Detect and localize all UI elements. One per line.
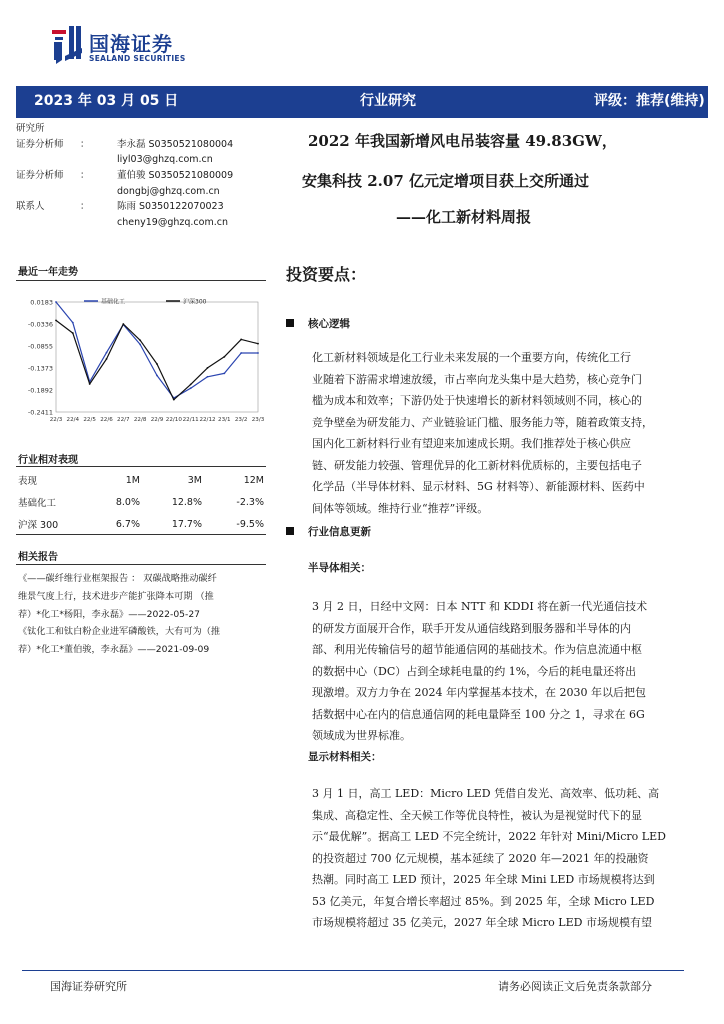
data-point (55, 319, 57, 321)
analyst-row (16, 137, 296, 153)
data-point (223, 356, 225, 358)
divider (16, 564, 266, 565)
analyst-email[interactable]: liyl03@ghzq.com.cn (117, 154, 213, 166)
paragraph-line: 示“最优解”。据高工 LED 不完全统计，2022 年针对 Mini/Micro LED (312, 830, 666, 843)
data-point (106, 358, 108, 360)
bullet-icon (286, 527, 294, 535)
divider (16, 466, 266, 467)
table-cell: 8.0% (115, 496, 140, 508)
table-cell: 6.7% (115, 518, 140, 530)
table-cell: -9.5% (236, 518, 264, 530)
paragraph-line: 3 月 2 日，日经中文网：日本 NTT 和 KDDI 将在新一代光通信技术 (312, 600, 648, 613)
paragraph-line: 部、利用光传输信号的超节能通信网的基础技术。作为信息流通中枢 (312, 643, 642, 656)
display-materials-paragraph (312, 783, 686, 934)
paragraph-line: 竞争壁垒为研发能力、产业链验证门槛、服务能力等，随着政策支持， (312, 415, 653, 429)
paragraph-line: 化学品（半导体材料、显示材料、5G 材料等）、新能源材料、医药中 (312, 480, 645, 493)
data-point (190, 387, 192, 389)
analyst-email[interactable]: dongbj@ghzq.com.cn (117, 185, 220, 197)
trend-chart (16, 294, 266, 434)
footer-divider (22, 970, 684, 971)
x-tick-label: 22/10 (165, 417, 182, 423)
data-point (173, 399, 175, 401)
data-point (240, 352, 242, 354)
x-tick-label: 22/11 (182, 417, 199, 423)
table-cell: 17.7% (171, 518, 202, 530)
key-points-title: 投资要点： (286, 265, 367, 284)
data-point (72, 322, 74, 324)
title-line-2: 安集科技 2.07 亿元定增项目获上交所通过 (302, 172, 589, 190)
report-type: 行业研究 (360, 93, 416, 109)
y-tick-label: -0.1892 (27, 386, 53, 395)
analyst-row (16, 152, 296, 168)
data-point (257, 352, 259, 354)
report-date: 2023 年 03 月 05 日 (34, 93, 179, 109)
analyst-email[interactable]: cheny19@ghzq.com.cn (117, 217, 228, 229)
analyst-row (16, 215, 296, 231)
data-point (156, 363, 158, 365)
series-line (56, 320, 258, 399)
table-header-row (18, 469, 264, 491)
paragraph-line: 的数据中心（DC）占到全球耗电量的约 1%，今后的耗电量还将出 (312, 664, 637, 678)
data-point (156, 375, 158, 377)
semiconductor-paragraph (312, 596, 686, 747)
semiconductor-heading: 半导体相关： (308, 562, 371, 574)
x-tick-label: 22/7 (117, 417, 130, 423)
related-report-line[interactable]: 维景气度上行，技术进步产能扩张降本可期 （推 (18, 590, 214, 602)
x-tick-label: 22/12 (199, 417, 216, 423)
data-point (223, 372, 225, 374)
paragraph-line: 集成、高稳定性、全天候工作等优良特性，被认为是视觉时代下的显 (312, 808, 642, 822)
paragraph-line: 国内化工新材料行业有望迎来加速成长期。我们推荐处于核心供应 (312, 437, 631, 450)
section-title-core-logic: 核心逻辑 (308, 318, 350, 330)
brand-name-cn: 国海证券 (89, 32, 173, 56)
paragraph-line: 的研发方面展开合作，联手开发从通信线路到服务器和半导体的内 (312, 621, 631, 635)
paragraph-line: 热潮。同时高工 LED 预计，2025 年全球 Mini LED 市场规模将达到 (312, 873, 655, 886)
plot-frame (56, 302, 258, 412)
analyst-row (16, 184, 296, 200)
related-report-line[interactable]: 《——碳纤维行业框架报告 ： 双碳战略推动碳纤 (18, 573, 217, 584)
x-tick-label: 23/3 (251, 417, 265, 423)
table-row (18, 491, 264, 513)
x-tick-label: 22/3 (49, 417, 63, 423)
paragraph-line: 领域成为世界标准。 (312, 729, 411, 742)
x-tick-label: 22/8 (133, 417, 147, 423)
y-tick-label: -0.0855 (27, 342, 53, 351)
data-point (139, 339, 141, 341)
x-tick-label: 22/5 (83, 417, 96, 423)
performance-table (18, 469, 264, 535)
core-logic-paragraph (312, 347, 686, 519)
x-tick-label: 23/2 (234, 417, 248, 423)
paragraph-line: 链、研发能力较强、管理优异的化工新材料优质标的，主要包括电子 (312, 458, 642, 472)
data-point (89, 383, 91, 385)
data-point (122, 323, 124, 325)
paragraph-line: 现激增。双方力争在 2024 年内掌握基本技术，在 2030 年以后把包 (312, 686, 646, 699)
analyst-row (16, 199, 296, 215)
company-logo-icon (52, 26, 82, 64)
paragraph-line: 间体等领域。维持行业“推荐”评级。 (312, 501, 489, 515)
analyst-role: 联系人 (16, 201, 45, 213)
analyst-value: 李永磊 S0350521080004 (117, 138, 234, 150)
y-tick-label: 0.0183 (30, 298, 53, 307)
legend-label: 沪深300 (183, 298, 207, 306)
x-tick-label: 23/1 (218, 417, 231, 423)
y-tick-label: -0.1373 (27, 364, 53, 373)
paragraph-line: 化工新材料领域是化工行业未来发展的一个重要方向，传统化工行 (312, 351, 631, 364)
analyst-colon: ： (80, 138, 90, 150)
data-point (139, 344, 141, 346)
x-tick-label: 22/9 (150, 417, 164, 423)
related-report-list (18, 570, 266, 659)
data-point (240, 339, 242, 341)
related-report-line[interactable]: 荐）*化工*董伯骏，李永磊》——2021-09-09 (18, 644, 210, 656)
related-report-line[interactable]: 荐）*化工*杨阳，李永磊》——2022-05-27 (18, 608, 201, 620)
data-point (55, 301, 57, 303)
bullet-icon (286, 319, 294, 327)
footer-institute: 国海证券研究所 (50, 980, 127, 993)
divider (16, 280, 266, 281)
data-point (72, 332, 74, 334)
trend-section-label: 最近一年走势 (18, 267, 78, 278)
analyst-role: 证券分析师 (16, 138, 64, 150)
analyst-heading: 研究所 (16, 123, 45, 134)
display-materials-heading: 显示材料相关： (308, 751, 382, 763)
table-header-cell: 1M (125, 474, 140, 486)
y-tick-label: -0.0336 (27, 320, 53, 329)
section-title-industry-update: 行业信息更新 (308, 526, 371, 538)
report-rating: 评级：推荐(维持) (594, 93, 705, 109)
data-point (106, 352, 108, 354)
related-report-line[interactable]: 《钛化工和钛白粉企业进军磷酸铁，大有可为（推 (18, 626, 221, 638)
analyst-block (16, 121, 296, 231)
analyst-row (16, 168, 296, 184)
data-point (257, 343, 259, 345)
table-header-cell: 表现 (18, 476, 38, 487)
title-line-3: ——化工新材料周报 (396, 208, 532, 226)
paragraph-line: 53 亿美元，年复合增长率超过 85%。到 2025 年，全球 Micro LED (312, 894, 655, 908)
analyst-colon: ： (80, 170, 90, 182)
divider (16, 534, 266, 535)
paragraph-line: 3 月 1 日，高工 LED：Micro LED 凭借自发光、高效率、低功耗、高 (312, 787, 660, 800)
data-point (190, 383, 192, 385)
table-header-cell: 3M (187, 474, 202, 486)
series-line (56, 302, 258, 398)
table-cell: 沪深 300 (18, 520, 59, 531)
analyst-colon: ： (80, 201, 90, 213)
analyst-role: 证券分析师 (16, 170, 64, 182)
performance-section-label: 行业相对表现 (18, 455, 78, 466)
x-tick-label: 22/6 (100, 417, 113, 423)
table-header-cell: 12M (243, 474, 264, 486)
paragraph-line: 槛为成本和效率；下游仍处于快速增长的新材料领域则不同，核心的 (312, 394, 642, 407)
paragraph-line: 括数据中心在内的信息通信网的耗电量降至 100 分之 1，寻求在 6G (312, 707, 645, 721)
paragraph-line: 的投资超过 700 亿元规模，基本延续了 2020 年—2021 年的投融资 (312, 851, 649, 865)
data-point (207, 376, 209, 378)
data-point (207, 367, 209, 369)
table-cell: -2.3% (236, 496, 264, 508)
title-line-1: 2022 年我国新增风电吊装容量 49.83GW， (308, 132, 617, 150)
legend-label: 基础化工 (101, 298, 126, 306)
analyst-value: 陈雨 S0350122070023 (117, 201, 224, 213)
x-tick-label: 22/4 (66, 417, 80, 423)
paragraph-line: 市场规模将超过 35 亿美元，2027 年全球 Micro LED 市场规模有望 (312, 916, 652, 929)
table-cell: 基础化工 (18, 498, 57, 509)
analyst-value: 董伯骏 S0350521080009 (117, 170, 234, 182)
footer-disclaimer: 请务必阅读正文后免责条款部分 (498, 980, 652, 993)
y-tick-label: -0.2411 (27, 408, 53, 417)
table-cell: 12.8% (171, 496, 202, 508)
brand-name-en: SEALAND SECURITIES (89, 54, 186, 63)
related-section-label: 相关报告 (18, 552, 58, 563)
table-row (18, 513, 264, 535)
paragraph-line: 业随着下游需求增速放缓，市占率向龙头集中是大趋势，核心竞争门 (312, 372, 642, 386)
